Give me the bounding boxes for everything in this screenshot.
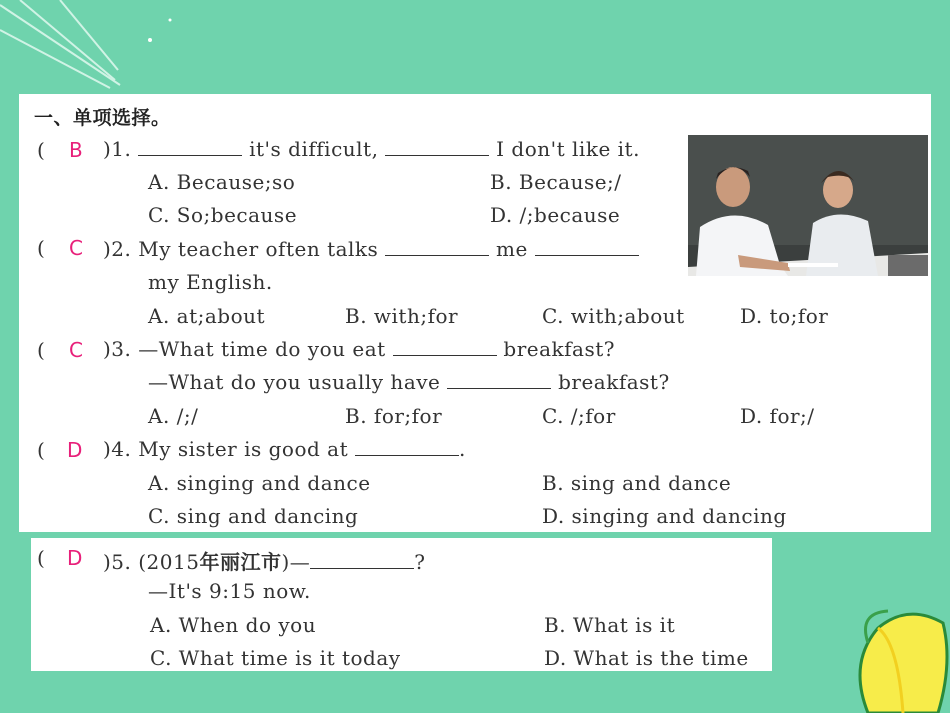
source-note: (2015 xyxy=(138,550,200,574)
option-c: C. What time is it today xyxy=(150,646,401,670)
option-c: C. with;about xyxy=(542,304,685,328)
option-d: D. /;because xyxy=(490,203,621,227)
question-4-stem xyxy=(103,437,466,461)
paren-open: ( xyxy=(37,338,45,362)
source-note: )— xyxy=(281,550,311,574)
question-1-stem xyxy=(103,137,640,161)
paren-open: ( xyxy=(37,138,45,162)
answer-q4: D xyxy=(67,438,83,462)
option-b: B. with;for xyxy=(345,304,459,328)
option-b: B. What is it xyxy=(544,613,676,637)
question-2-stem xyxy=(103,237,639,261)
source-note-cn: 年丽江市 xyxy=(199,550,282,574)
answer-blank xyxy=(355,439,459,456)
answer-blank xyxy=(535,239,639,256)
paren-open: ( xyxy=(37,438,45,462)
answer-q2: C xyxy=(69,236,83,260)
option-a: A. /;/ xyxy=(148,404,199,428)
option-a: A. at;about xyxy=(148,304,266,328)
option-b: B. Because;/ xyxy=(490,170,622,194)
question-number: )2. xyxy=(103,237,132,261)
teacher-student-photo xyxy=(688,135,928,276)
answer-blank xyxy=(385,139,489,156)
stem-text: My sister is good at xyxy=(138,437,349,461)
stem-text: —What do you usually have xyxy=(148,370,441,394)
question-3-line-1 xyxy=(103,337,615,361)
paren-open: ( xyxy=(37,236,45,260)
option-d: D. to;for xyxy=(740,304,829,328)
stem-text: breakfast? xyxy=(558,370,670,394)
answer-blank xyxy=(310,552,414,569)
answer-blank xyxy=(393,339,497,356)
option-b: B. sing and dance xyxy=(542,471,732,495)
question-5-line-2: —It's 9:15 now. xyxy=(148,579,311,603)
answer-blank xyxy=(138,139,242,156)
answer-blank xyxy=(385,239,489,256)
option-c: C. sing and dancing xyxy=(148,504,359,528)
option-c: C. So;because xyxy=(148,203,298,227)
stem-text: —What time do you eat xyxy=(138,337,386,361)
question-5-stem xyxy=(103,546,426,575)
question-3-line-2 xyxy=(148,370,670,394)
stem-continuation: my English. xyxy=(148,270,273,294)
option-a: A. When do you xyxy=(150,613,317,637)
question-number: )1. xyxy=(103,137,132,161)
answer-q5: D xyxy=(67,546,83,570)
answer-blank xyxy=(447,372,551,389)
stem-text: . xyxy=(458,437,466,461)
stem-text: I don't like it. xyxy=(496,137,640,161)
answer-q3: C xyxy=(69,338,83,362)
option-b: B. for;for xyxy=(345,404,443,428)
stem-text: ? xyxy=(414,550,426,574)
stem-text: breakfast? xyxy=(503,337,615,361)
section-title: 一、单项选择。 xyxy=(34,107,171,129)
option-a: A. Because;so xyxy=(148,170,296,194)
option-d: D. What is the time xyxy=(544,646,749,670)
option-d: D. for;/ xyxy=(740,404,815,428)
option-c: C. /;for xyxy=(542,404,616,428)
option-d: D. singing and dancing xyxy=(542,504,787,528)
question-number: )3. xyxy=(103,337,132,361)
option-a: A. singing and dance xyxy=(148,471,371,495)
stem-text: it's difficult, xyxy=(249,137,379,161)
leaf-decoration-icon xyxy=(848,603,950,713)
question-number: )4. xyxy=(103,437,132,461)
question-number: )5. xyxy=(103,550,132,574)
sparkle-decoration-icon xyxy=(0,0,200,100)
stem-text: My teacher often talks xyxy=(138,237,379,261)
stem-text: me xyxy=(496,237,528,261)
answer-q1: B xyxy=(69,138,83,162)
paren-open: ( xyxy=(37,546,45,570)
